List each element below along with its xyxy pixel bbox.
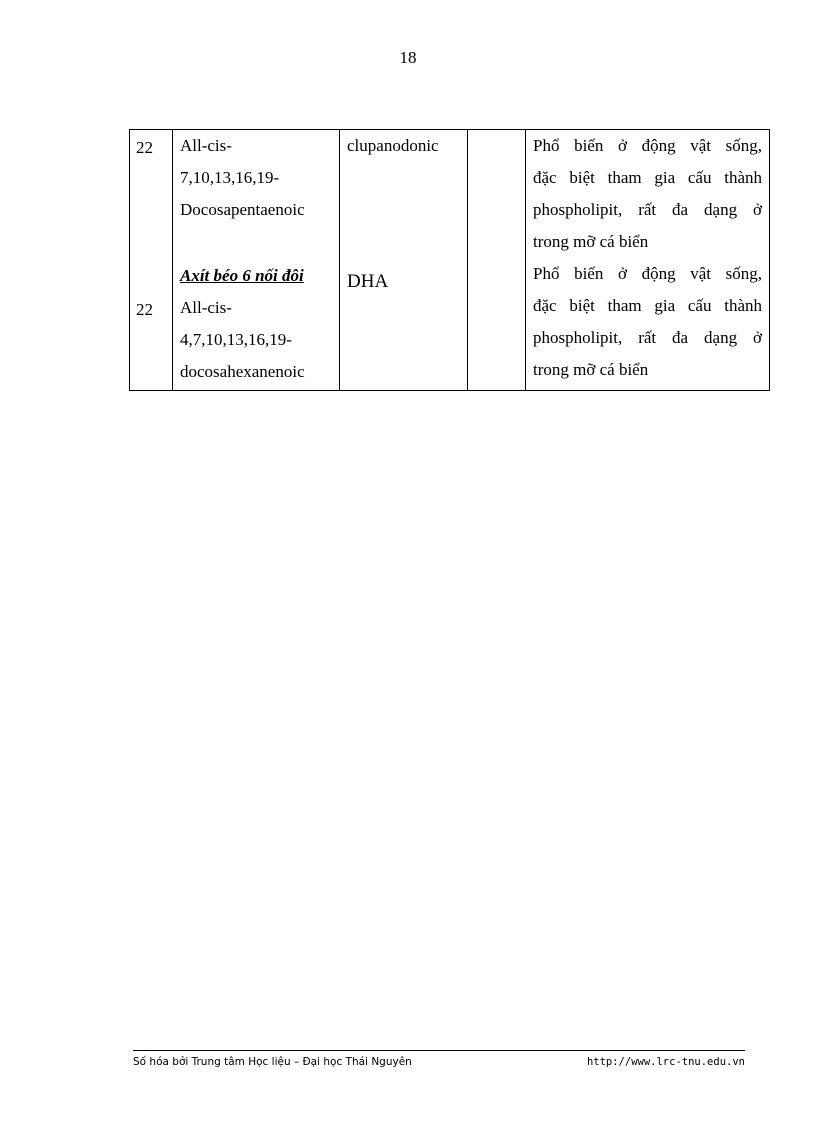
row1-name-line: Docosapentaenoic (180, 200, 305, 219)
table-row (130, 130, 770, 391)
row1-number: 22 (136, 138, 153, 157)
common-name-cell (340, 130, 468, 391)
footer-url: http://www.lrc-tnu.edu.vn (586, 1056, 745, 1068)
row1-name-line: All-cis- (180, 136, 232, 155)
number-cell (130, 130, 173, 391)
row2-description-line: Phổ biến ở động vật sống, (533, 264, 762, 283)
empty-cell (468, 130, 526, 391)
row2-name-line: 4,7,10,13,16,19- (180, 330, 292, 349)
row2-name-line: All-cis- (180, 298, 232, 317)
row2-common-name: DHA (347, 271, 389, 292)
row1-description-line: trong mỡ cá biển (533, 232, 649, 251)
fatty-acid-table (129, 129, 770, 391)
page-number: 18 (399, 48, 417, 67)
row1-description-line: đặc biệt tham gia cấu thành (533, 168, 762, 187)
footer-source: Số hóa bởi Trung tâm Học liệu – Đại học Thái Nguyên (133, 1056, 412, 1068)
row1-description-line: Phổ biến ở động vật sống, (533, 136, 762, 155)
row2-description-line: phospholipit, rất đa dạng ở (533, 328, 762, 347)
row2-description-line: trong mỡ cá biển (533, 360, 649, 379)
row1-description-line: phospholipit, rất đa dạng ở (533, 200, 762, 219)
description-cell (526, 130, 770, 391)
row2-description-line: đặc biệt tham gia cấu thành (533, 296, 762, 315)
row1-name-line: 7,10,13,16,19- (180, 168, 280, 187)
section-heading: Axít béo 6 nối đôi (180, 266, 304, 285)
name-cell (173, 130, 340, 391)
footer-divider (133, 1050, 745, 1051)
row2-name-line: docosahexanenoic (180, 362, 305, 381)
row1-common-name: clupanodonic (347, 136, 439, 155)
row2-number: 22 (136, 300, 153, 319)
